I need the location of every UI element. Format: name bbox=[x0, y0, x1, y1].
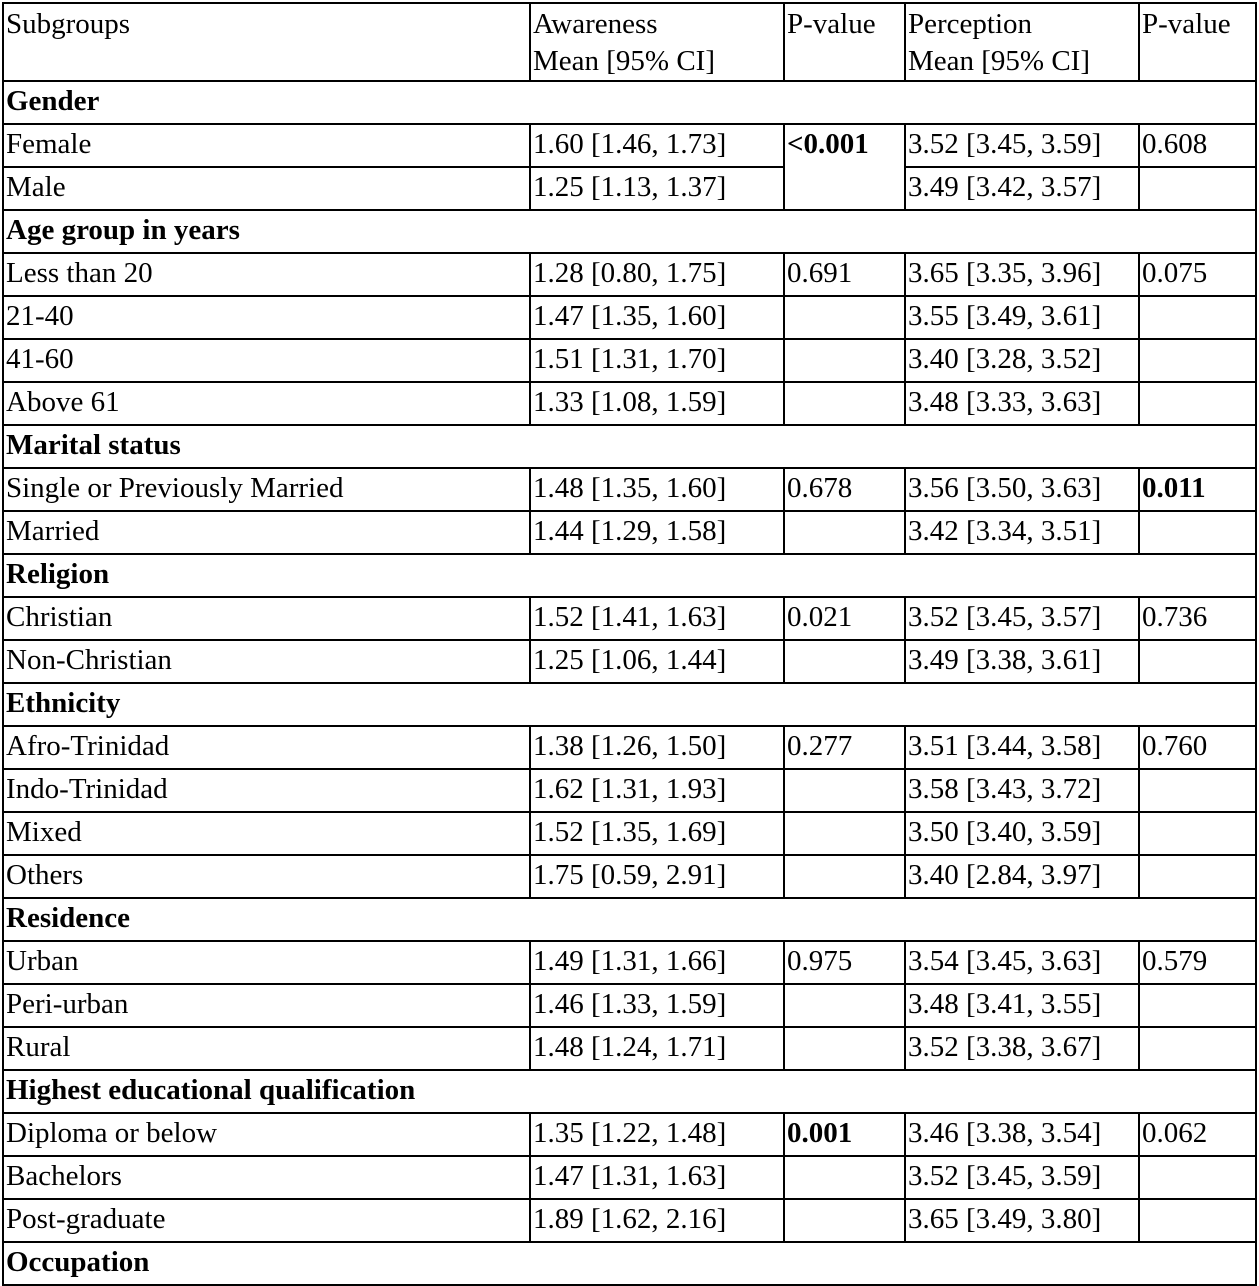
table-row bbox=[3, 769, 1256, 812]
table-row bbox=[3, 253, 1256, 296]
awareness-pvalue bbox=[784, 769, 905, 812]
table-row bbox=[3, 382, 1256, 425]
table-row bbox=[3, 1199, 1256, 1242]
awareness-value: 1.60 [1.46, 1.73] bbox=[530, 124, 784, 167]
awareness-pvalue bbox=[784, 812, 905, 855]
section-title: Marital status bbox=[3, 425, 1256, 468]
table-row bbox=[3, 984, 1256, 1027]
subgroup-label: Urban bbox=[3, 941, 530, 984]
awareness-pvalue bbox=[784, 167, 905, 210]
perception-value: 3.52 [3.45, 3.59] bbox=[905, 124, 1139, 167]
subgroup-table bbox=[2, 2, 1257, 1286]
perception-value: 3.49 [3.38, 3.61] bbox=[905, 640, 1139, 683]
subgroup-label: Post-graduate bbox=[3, 1199, 530, 1242]
section-row bbox=[3, 1242, 1256, 1285]
awareness-pvalue bbox=[784, 296, 905, 339]
subgroup-label: Male bbox=[3, 167, 530, 210]
table-row bbox=[3, 726, 1256, 769]
awareness-value: 1.89 [1.62, 2.16] bbox=[530, 1199, 784, 1242]
awareness-pvalue: 0.678 bbox=[784, 468, 905, 511]
perception-value: 3.51 [3.44, 3.58] bbox=[905, 726, 1139, 769]
subgroup-label: Afro-Trinidad bbox=[3, 726, 530, 769]
perception-value: 3.56 [3.50, 3.63] bbox=[905, 468, 1139, 511]
subgroup-label: Less than 20 bbox=[3, 253, 530, 296]
section-row bbox=[3, 683, 1256, 726]
awareness-pvalue: 0.021 bbox=[784, 597, 905, 640]
header-row bbox=[3, 3, 1256, 81]
awareness-value: 1.62 [1.31, 1.93] bbox=[530, 769, 784, 812]
section-row bbox=[3, 1070, 1256, 1113]
section-row bbox=[3, 210, 1256, 253]
table-row bbox=[3, 167, 1256, 210]
perception-pvalue bbox=[1139, 167, 1256, 210]
subgroup-label: Female bbox=[3, 124, 530, 167]
perception-pvalue: 0.579 bbox=[1139, 941, 1256, 984]
header-perception-line2: Mean [95% CI] bbox=[908, 45, 1091, 77]
awareness-value: 1.47 [1.31, 1.63] bbox=[530, 1156, 784, 1199]
table-row bbox=[3, 1156, 1256, 1199]
awareness-pvalue: 0.975 bbox=[784, 941, 905, 984]
perception-value: 3.50 [3.40, 3.59] bbox=[905, 812, 1139, 855]
awareness-pvalue bbox=[784, 1027, 905, 1070]
table-row bbox=[3, 339, 1256, 382]
subgroup-label: 21-40 bbox=[3, 296, 530, 339]
perception-value: 3.52 [3.38, 3.67] bbox=[905, 1027, 1139, 1070]
perception-value: 3.48 [3.41, 3.55] bbox=[905, 984, 1139, 1027]
awareness-value: 1.25 [1.13, 1.37] bbox=[530, 167, 784, 210]
perception-value: 3.52 [3.45, 3.59] bbox=[905, 1156, 1139, 1199]
awareness-pvalue: <0.001 bbox=[784, 124, 905, 167]
perception-value: 3.46 [3.38, 3.54] bbox=[905, 1113, 1139, 1156]
perception-pvalue: 0.736 bbox=[1139, 597, 1256, 640]
section-row bbox=[3, 425, 1256, 468]
awareness-value: 1.25 [1.06, 1.44] bbox=[530, 640, 784, 683]
table-row bbox=[3, 1113, 1256, 1156]
perception-pvalue bbox=[1139, 382, 1256, 425]
subgroup-label: Married bbox=[3, 511, 530, 554]
perception-pvalue bbox=[1139, 640, 1256, 683]
awareness-pvalue bbox=[784, 984, 905, 1027]
header-awareness-line2: Mean [95% CI] bbox=[533, 45, 716, 77]
awareness-value: 1.49 [1.31, 1.66] bbox=[530, 941, 784, 984]
section-row bbox=[3, 554, 1256, 597]
header-pvalue-awareness: P-value bbox=[784, 3, 905, 81]
subgroup-label: Indo-Trinidad bbox=[3, 769, 530, 812]
subgroup-label: Mixed bbox=[3, 812, 530, 855]
header-pvalue-perception: P-value bbox=[1139, 3, 1256, 81]
table-row bbox=[3, 124, 1256, 167]
section-title: Occupation bbox=[3, 1242, 1256, 1285]
section-title: Religion bbox=[3, 554, 1256, 597]
awareness-value: 1.47 [1.35, 1.60] bbox=[530, 296, 784, 339]
perception-pvalue bbox=[1139, 984, 1256, 1027]
table-row bbox=[3, 597, 1256, 640]
perception-value: 3.48 [3.33, 3.63] bbox=[905, 382, 1139, 425]
table-row bbox=[3, 296, 1256, 339]
section-row bbox=[3, 81, 1256, 124]
subgroup-label: Others bbox=[3, 855, 530, 898]
perception-value: 3.55 [3.49, 3.61] bbox=[905, 296, 1139, 339]
awareness-value: 1.48 [1.35, 1.60] bbox=[530, 468, 784, 511]
perception-value: 3.52 [3.45, 3.57] bbox=[905, 597, 1139, 640]
table-row bbox=[3, 1027, 1256, 1070]
perception-pvalue bbox=[1139, 339, 1256, 382]
perception-value: 3.40 [3.28, 3.52] bbox=[905, 339, 1139, 382]
perception-pvalue bbox=[1139, 812, 1256, 855]
awareness-pvalue bbox=[784, 339, 905, 382]
perception-value: 3.49 [3.42, 3.57] bbox=[905, 167, 1139, 210]
perception-pvalue bbox=[1139, 1199, 1256, 1242]
awareness-pvalue bbox=[784, 1199, 905, 1242]
perception-pvalue: 0.011 bbox=[1139, 468, 1256, 511]
awareness-pvalue bbox=[784, 382, 905, 425]
header-perception-line1: Perception bbox=[908, 8, 1033, 40]
section-title: Gender bbox=[3, 81, 1256, 124]
awareness-value: 1.48 [1.24, 1.71] bbox=[530, 1027, 784, 1070]
awareness-pvalue: 0.001 bbox=[784, 1113, 905, 1156]
awareness-value: 1.44 [1.29, 1.58] bbox=[530, 511, 784, 554]
awareness-value: 1.35 [1.22, 1.48] bbox=[530, 1113, 784, 1156]
subgroup-label: Non-Christian bbox=[3, 640, 530, 683]
awareness-pvalue: 0.691 bbox=[784, 253, 905, 296]
table-row bbox=[3, 812, 1256, 855]
awareness-value: 1.52 [1.35, 1.69] bbox=[530, 812, 784, 855]
perception-pvalue: 0.608 bbox=[1139, 124, 1256, 167]
subgroup-label: Single or Previously Married bbox=[3, 468, 530, 511]
subgroup-label: Bachelors bbox=[3, 1156, 530, 1199]
table-row bbox=[3, 511, 1256, 554]
awareness-value: 1.33 [1.08, 1.59] bbox=[530, 382, 784, 425]
perception-pvalue bbox=[1139, 296, 1256, 339]
header-subgroups: Subgroups bbox=[3, 3, 530, 81]
perception-pvalue bbox=[1139, 1027, 1256, 1070]
table-row bbox=[3, 640, 1256, 683]
awareness-value: 1.51 [1.31, 1.70] bbox=[530, 339, 784, 382]
perception-pvalue bbox=[1139, 855, 1256, 898]
section-title: Age group in years bbox=[3, 210, 1256, 253]
perception-value: 3.54 [3.45, 3.63] bbox=[905, 941, 1139, 984]
perception-pvalue bbox=[1139, 1156, 1256, 1199]
subgroup-label: Christian bbox=[3, 597, 530, 640]
table-row bbox=[3, 855, 1256, 898]
perception-pvalue: 0.062 bbox=[1139, 1113, 1256, 1156]
perception-value: 3.65 [3.35, 3.96] bbox=[905, 253, 1139, 296]
subgroup-label: Above 61 bbox=[3, 382, 530, 425]
perception-pvalue bbox=[1139, 769, 1256, 812]
perception-pvalue: 0.075 bbox=[1139, 253, 1256, 296]
awareness-pvalue bbox=[784, 1156, 905, 1199]
awareness-value: 1.28 [0.80, 1.75] bbox=[530, 253, 784, 296]
awareness-value: 1.52 [1.41, 1.63] bbox=[530, 597, 784, 640]
table-row bbox=[3, 468, 1256, 511]
perception-value: 3.65 [3.49, 3.80] bbox=[905, 1199, 1139, 1242]
table-row bbox=[3, 941, 1256, 984]
perception-pvalue: 0.760 bbox=[1139, 726, 1256, 769]
header-perception bbox=[905, 3, 1139, 81]
header-awareness bbox=[530, 3, 784, 81]
perception-pvalue bbox=[1139, 511, 1256, 554]
perception-value: 3.40 [2.84, 3.97] bbox=[905, 855, 1139, 898]
section-row bbox=[3, 898, 1256, 941]
awareness-value: 1.46 [1.33, 1.59] bbox=[530, 984, 784, 1027]
section-title: Residence bbox=[3, 898, 1256, 941]
section-title: Highest educational qualification bbox=[3, 1070, 1256, 1113]
awareness-pvalue bbox=[784, 855, 905, 898]
subgroup-label: 41-60 bbox=[3, 339, 530, 382]
awareness-value: 1.38 [1.26, 1.50] bbox=[530, 726, 784, 769]
subgroup-label: Diploma or below bbox=[3, 1113, 530, 1156]
awareness-pvalue bbox=[784, 640, 905, 683]
subgroup-label: Rural bbox=[3, 1027, 530, 1070]
subgroup-label: Peri-urban bbox=[3, 984, 530, 1027]
section-title: Ethnicity bbox=[3, 683, 1256, 726]
perception-value: 3.42 [3.34, 3.51] bbox=[905, 511, 1139, 554]
perception-value: 3.58 [3.43, 3.72] bbox=[905, 769, 1139, 812]
awareness-pvalue bbox=[784, 511, 905, 554]
header-awareness-line1: Awareness bbox=[533, 8, 658, 40]
awareness-pvalue: 0.277 bbox=[784, 726, 905, 769]
awareness-value: 1.75 [0.59, 2.91] bbox=[530, 855, 784, 898]
